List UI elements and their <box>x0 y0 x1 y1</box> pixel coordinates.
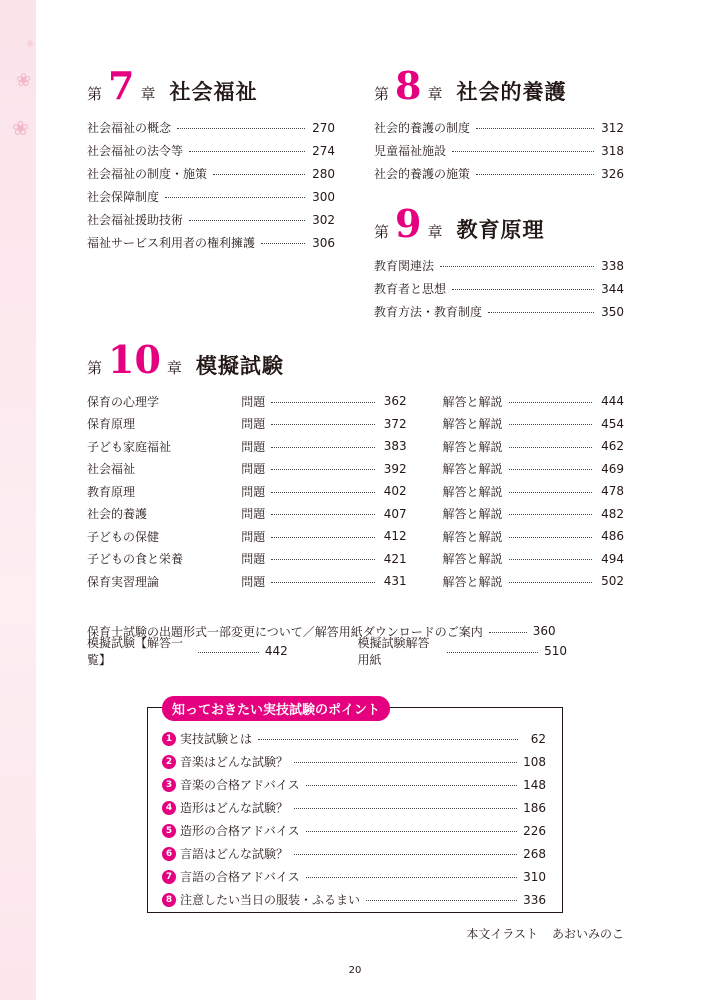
answer-link[interactable]: 解答と解説 <box>442 462 503 477</box>
dot-leader <box>213 174 305 175</box>
question-page: 412 <box>383 529 407 544</box>
credit-name: あおいみのこ <box>551 927 624 941</box>
point-label: 音楽はどんな試験？ <box>180 755 289 769</box>
mock-subject: 社会的養護 <box>87 507 148 522</box>
mock-exam-row <box>87 390 624 413</box>
point-page: 310 <box>523 869 546 884</box>
answer-page: 494 <box>601 551 624 566</box>
question-page: 392 <box>383 461 407 476</box>
chapter-prefix: 第 <box>87 85 103 103</box>
dot-leader <box>271 469 375 470</box>
toc-entry-label: 社会的養護の制度 <box>374 121 471 135</box>
dot-leader <box>440 266 594 267</box>
point-page: 268 <box>523 846 546 861</box>
point-page: 336 <box>523 892 546 907</box>
dot-leader <box>271 582 375 583</box>
toc-entry-label: 教育者と思想 <box>374 282 447 296</box>
point-page: 148 <box>523 777 546 792</box>
number-circle-icon: 1 <box>162 732 176 746</box>
mock-subject: 子どもの食と栄養 <box>87 552 184 567</box>
question-link[interactable]: 問題 <box>241 394 266 409</box>
toc-list <box>374 254 624 323</box>
question-link[interactable]: 問題 <box>241 484 266 499</box>
dot-leader <box>261 243 305 244</box>
toc-entry[interactable] <box>374 277 624 300</box>
mock-subject: 子ども家庭福祉 <box>87 439 172 454</box>
practical-point-entry[interactable] <box>162 865 546 888</box>
mock-exam-row <box>87 458 624 481</box>
notice-label: 保育士試験の出題形式一部変更について／解答用紙ダウンロードのご案内 <box>87 624 483 639</box>
answers-list-label[interactable]: 模擬試験【解答一覧】 <box>87 636 184 667</box>
toc-entry-label: 社会的養護の施策 <box>374 167 471 181</box>
mock-subject: 保育実習理論 <box>87 574 160 589</box>
dot-leader <box>306 831 517 832</box>
mock-exam-list <box>87 390 624 593</box>
chapter-suffix: 章 <box>140 85 156 103</box>
chapter-suffix: 章 <box>427 85 443 103</box>
dot-leader <box>306 877 517 878</box>
chapter-title: 社会福祉 <box>169 80 258 104</box>
answer-entries-row <box>87 636 568 667</box>
point-page: 108 <box>523 754 546 769</box>
chapter-heading <box>87 63 335 108</box>
question-page: 372 <box>383 416 407 431</box>
toc-list <box>87 116 335 254</box>
dot-leader <box>509 424 593 425</box>
toc-entry[interactable] <box>374 254 624 277</box>
point-page: 62 <box>530 731 546 746</box>
dot-leader <box>509 469 593 470</box>
dot-leader <box>189 220 305 221</box>
point-label: 音楽の合格アドバイス <box>180 778 300 792</box>
point-label: 注意したい当日の服装・ふるまい <box>180 893 361 907</box>
chapter-title: 模擬試験 <box>195 354 284 378</box>
practical-point-entry[interactable] <box>162 819 546 842</box>
dot-leader <box>452 289 594 290</box>
answer-sheet-label[interactable]: 模擬試験解答用紙 <box>357 636 430 667</box>
question-page: 407 <box>383 506 407 521</box>
practical-point-entry[interactable] <box>162 750 546 773</box>
mock-subject: 教育原理 <box>87 484 136 499</box>
mock-exam-row <box>87 413 624 436</box>
answer-link[interactable]: 解答と解説 <box>442 439 503 454</box>
toc-entry[interactable] <box>87 162 335 185</box>
answer-page: 462 <box>601 439 624 454</box>
answer-link[interactable]: 解答と解説 <box>442 529 503 544</box>
dot-leader <box>198 652 259 653</box>
dot-leader <box>258 739 518 740</box>
number-circle-icon: 3 <box>162 778 176 792</box>
chapter-suffix: 章 <box>166 359 182 377</box>
petal-icon: ❀ <box>16 70 32 91</box>
dot-leader <box>509 402 593 403</box>
toc-entry-label: 社会福祉の概念 <box>87 121 172 135</box>
toc-entry-label: 社会福祉援助技術 <box>87 213 184 227</box>
toc-entry-page: 318 <box>601 143 624 158</box>
petal-icon: ❀ <box>26 39 35 50</box>
answer-page: 502 <box>601 574 624 589</box>
dot-leader <box>509 447 593 448</box>
chapter-heading <box>87 337 624 382</box>
dot-leader <box>271 492 375 493</box>
answer-page: 454 <box>601 416 624 431</box>
dot-leader <box>509 537 593 538</box>
number-circle-icon: 7 <box>162 870 176 884</box>
question-link[interactable]: 問題 <box>241 462 266 477</box>
question-link[interactable]: 問題 <box>241 417 266 432</box>
toc-entry-label: 福祉サービス利用者の権利擁護 <box>87 236 256 250</box>
chapter-8-section <box>374 63 624 185</box>
toc-entry-page: 344 <box>601 281 624 296</box>
number-circle-icon: 8 <box>162 893 176 907</box>
mock-exam-row <box>87 570 624 593</box>
answer-page: 469 <box>601 461 624 476</box>
illustration-credit <box>466 925 624 942</box>
chapter-number: 8 <box>395 63 422 108</box>
toc-entry-page: 274 <box>312 143 335 158</box>
page-number: 20 <box>348 965 362 976</box>
number-circle-icon: 4 <box>162 801 176 815</box>
chapter-title: 教育原理 <box>456 218 545 242</box>
toc-entry[interactable] <box>87 139 335 162</box>
toc-entry-page: 312 <box>601 120 624 135</box>
practical-points-list <box>162 727 546 911</box>
chapter-10-section <box>87 337 624 593</box>
question-page: 402 <box>383 484 407 499</box>
dot-leader <box>447 652 538 653</box>
point-page: 186 <box>523 800 546 815</box>
petal-icon: ❀ <box>12 116 29 140</box>
answer-link[interactable]: 解答と解説 <box>442 552 503 567</box>
question-link[interactable]: 問題 <box>241 507 266 522</box>
answer-page: 486 <box>601 529 624 544</box>
mock-subject: 保育原理 <box>87 417 136 432</box>
dot-leader <box>294 762 517 763</box>
dot-leader <box>271 447 375 448</box>
dot-leader <box>294 854 517 855</box>
dot-leader <box>306 785 517 786</box>
toc-entry[interactable] <box>87 185 335 208</box>
toc-entry-page: 350 <box>601 304 624 319</box>
toc-entry-page: 302 <box>312 212 335 227</box>
dot-leader <box>271 514 375 515</box>
number-circle-icon: 6 <box>162 847 176 861</box>
dot-leader <box>366 900 517 901</box>
practical-point-entry[interactable] <box>162 773 546 796</box>
dot-leader <box>189 151 305 152</box>
answer-page: 482 <box>601 506 624 521</box>
toc-entry[interactable] <box>374 116 624 139</box>
point-label: 造形の合格アドバイス <box>180 824 300 838</box>
practical-points-box <box>147 703 563 913</box>
point-page: 226 <box>523 823 546 838</box>
toc-entry-page: 270 <box>312 120 335 135</box>
answer-link[interactable]: 解答と解説 <box>442 417 503 432</box>
toc-entry-page: 326 <box>601 166 624 181</box>
chapter-number: 10 <box>108 337 161 382</box>
answer-sheet-page: 510 <box>544 644 568 658</box>
toc-entry-label: 児童福祉施設 <box>374 144 447 158</box>
answer-link[interactable]: 解答と解説 <box>442 484 503 499</box>
chapter-suffix: 章 <box>427 223 443 241</box>
dot-leader <box>294 808 517 809</box>
chapter-heading <box>374 63 624 108</box>
point-label: 造形はどんな試験？ <box>180 801 289 815</box>
dot-leader <box>177 128 305 129</box>
chapter-7-section <box>87 63 335 254</box>
toc-list <box>374 116 624 185</box>
question-link[interactable]: 問題 <box>241 529 266 544</box>
toc-entry-page: 338 <box>601 258 624 273</box>
answer-link[interactable]: 解答と解説 <box>442 394 503 409</box>
number-circle-icon: 2 <box>162 755 176 769</box>
mock-exam-row <box>87 548 624 571</box>
decorative-side-stripe <box>0 0 36 1000</box>
practical-point-entry[interactable] <box>162 727 546 750</box>
question-link[interactable]: 問題 <box>241 439 266 454</box>
mock-subject: 社会福祉 <box>87 462 136 477</box>
dot-leader <box>476 174 594 175</box>
chapter-number: 9 <box>395 201 422 246</box>
dot-leader <box>509 559 593 560</box>
dot-leader <box>476 128 594 129</box>
dot-leader <box>271 402 375 403</box>
toc-entry-page: 300 <box>312 189 335 204</box>
practical-points-title: 知っておきたい実技試験のポイント <box>162 696 390 721</box>
answer-link[interactable]: 解答と解説 <box>442 507 503 522</box>
dot-leader <box>271 537 375 538</box>
toc-entry-label: 教育方法・教育制度 <box>374 305 483 319</box>
question-link[interactable]: 問題 <box>241 552 266 567</box>
question-page: 383 <box>383 439 407 454</box>
question-page: 362 <box>383 394 407 409</box>
dot-leader <box>509 514 593 515</box>
mock-subject: 保育の心理学 <box>87 394 160 409</box>
toc-entry-page: 280 <box>312 166 335 181</box>
dot-leader <box>271 424 375 425</box>
dot-leader <box>165 197 305 198</box>
mock-exam-row <box>87 480 624 503</box>
dot-leader <box>509 492 593 493</box>
dot-leader <box>271 559 375 560</box>
point-label: 言語の合格アドバイス <box>180 870 300 884</box>
toc-entry-label: 社会福祉の法令等 <box>87 144 184 158</box>
toc-entry-label: 社会福祉の制度・施策 <box>87 167 208 181</box>
dot-leader <box>489 632 527 633</box>
mock-subject: 子どもの保健 <box>87 529 160 544</box>
mock-exam-row <box>87 503 624 526</box>
answer-link[interactable]: 解答と解説 <box>442 574 503 589</box>
chapter-heading <box>374 201 624 246</box>
notice-page: 360 <box>532 624 556 638</box>
practical-point-entry[interactable] <box>162 796 546 819</box>
answers-list-page: 442 <box>264 644 288 658</box>
point-label: 実技試験とは <box>180 732 253 746</box>
toc-entry-page: 306 <box>312 235 335 250</box>
toc-entry[interactable] <box>87 116 335 139</box>
toc-entry[interactable] <box>87 231 335 254</box>
answer-page: 444 <box>601 394 624 409</box>
toc-entry[interactable] <box>374 300 624 323</box>
point-label: 言語はどんな試験？ <box>180 847 289 861</box>
toc-entry[interactable] <box>374 162 624 185</box>
chapter-9-section <box>374 201 624 323</box>
dot-leader <box>488 312 594 313</box>
chapter-prefix: 第 <box>374 223 390 241</box>
dot-leader <box>452 151 594 152</box>
chapter-prefix: 第 <box>87 359 103 377</box>
chapter-number: 7 <box>108 63 135 108</box>
question-page: 431 <box>383 574 407 589</box>
dot-leader <box>509 582 593 583</box>
credit-label: 本文イラスト <box>466 927 538 941</box>
toc-entry-label: 教育関連法 <box>374 259 435 273</box>
mock-exam-row <box>87 525 624 548</box>
toc-entry[interactable] <box>374 139 624 162</box>
practical-point-entry[interactable] <box>162 888 546 911</box>
toc-entry-label: 社会保障制度 <box>87 190 160 204</box>
toc-entry[interactable] <box>87 208 335 231</box>
chapter-prefix: 第 <box>374 85 390 103</box>
chapter-title: 社会的養護 <box>456 80 567 104</box>
practical-point-entry[interactable] <box>162 842 546 865</box>
question-link[interactable]: 問題 <box>241 574 266 589</box>
question-page: 421 <box>383 551 407 566</box>
mock-exam-row <box>87 435 624 458</box>
number-circle-icon: 5 <box>162 824 176 838</box>
answer-page: 478 <box>601 484 624 499</box>
